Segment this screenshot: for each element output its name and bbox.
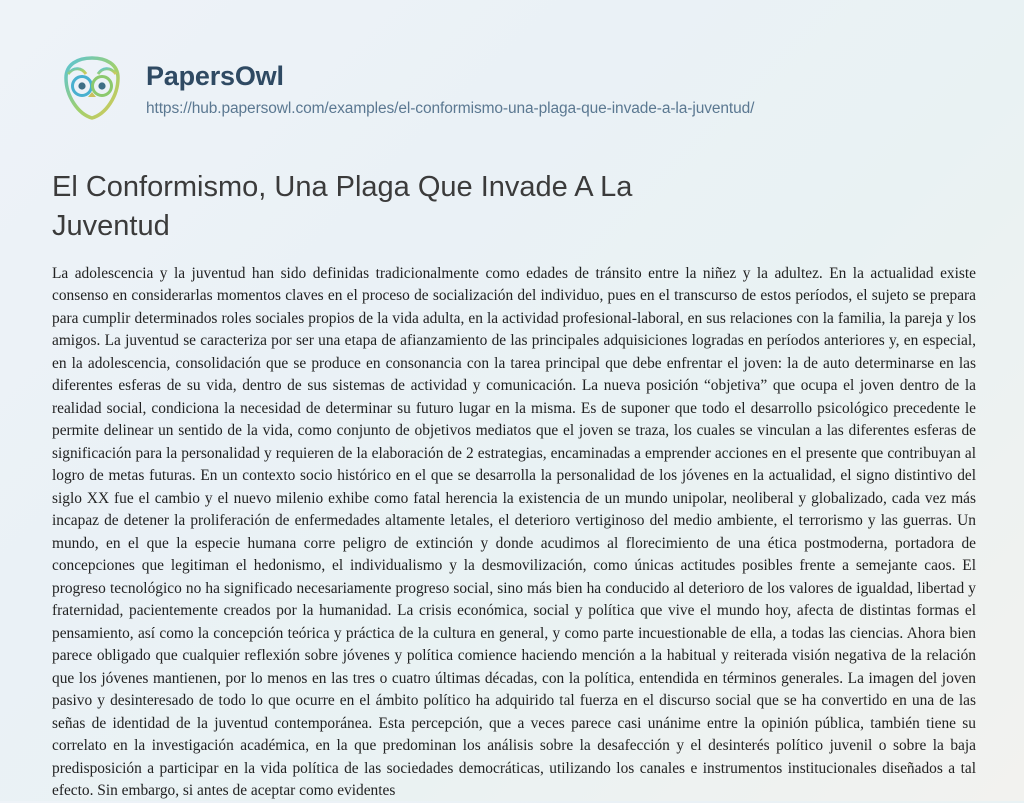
- document-body-text: La adolescencia y la juventud han sido definidas tradicionalmente como edades de tránsito entre la niñez y la adultez. En la actualidad existe consenso en considerarlas momentos claves en el proceso de socialización del individuo, pues en el transcurso de estos períodos, el sujeto se prepara para cumplir determinados roles sociales propios de la vida adulta, en la actividad profesional-laboral, en sus relaciones con la familia, la pareja y los amigos. La juventud se caracteriza por ser una etapa de afianzamiento de las principales adquisiciones logradas en períodos anteriores y, en especial, en la adolescencia, consolidación que se produce en consonancia con la tarea principal que debe enfrentar el joven: la de auto determinarse en las diferentes esferas de su vida, dentro de sus sistemas de actividad y comunicación. La nueva posición “objetiva” que ocupa el joven dentro de la realidad social, condiciona la necesidad de determinar su futuro lugar en la misma. Es de suponer que todo el desarrollo psicológico precedente le permite delinear un sentido de la vida, como conjunto de objetivos mediatos que el joven se traza, los cuales se vinculan a las diferentes esferas de significación para la personalidad y requieren de la elaboración de 2 estrategias, encaminadas a emprender acciones en el presente que contribuyan al logro de metas futuras. En un contexto socio histórico en el que se desarrolla la personalidad de los jóvenes en la actualidad, el signo distintivo del siglo XX fue el cambio y el nuevo milenio exhibe como fatal herencia la existencia de un mundo unipolar, neoliberal y globalizado, cada vez más incapaz de detener la proliferación de enfermedades altamente letales, el deterioro vertiginoso del medio ambiente, el terrorismo y las guerras. Un mundo, en el que la especie humana corre peligro de extinción y donde acudimos al florecimiento de una ética postmoderna, portadora de concepciones que legitiman el hedonismo, el individualismo y la desmovilización, como únicas actitudes posibles frente a semejante caos. El progreso tecnológico no ha significado necesariamente progreso social, sino más bien ha conducido al deterioro de los valores de igualdad, libertad y fraternidad, pacientemente creados por la humanidad. La crisis económica, social y política que vive el mundo hoy, afecta de distintas formas el pensamiento, así como la concepción teórica y práctica de la cultura en general, y como parte incuestionable de ella, a todas las ciencias. Ahora bien parece obligado que cualquier reflexión sobre jóvenes y política comience haciendo mención a la habitual y reiterada visión negativa de la relación que los jóvenes mantienen, por lo menos en las tres o cuatro últimas décadas, con la política, entendida en términos generales. La imagen del joven pasivo y desinteresado de todo lo que ocurre en el ámbito político ha adquirido tal fuerza en el discurso social que se ha convertido en una de las señas de identidad de la juventud contemporánea. Esta percepción, que a veces parece casi unánime entre la opinión pública, también tiene su correlato en la investigación académica, en la que predominan los análisis sobre la desafección y el desinterés político juvenil o sobre la baja predisposición a participar en la vida política de las sociedades democráticas, utilizando los canales e instrumentos institucionales diseñados a tal efecto. Sin embargo, si antes de aceptar como evidentes: [52, 264, 976, 800]
- source-url[interactable]: https://hub.papersowl.com/examples/el-conformismo-una-plaga-que-invade-a-la-juventud/: [146, 100, 755, 118]
- brand-block: [146, 58, 754, 119]
- site-header: [48, 0, 976, 124]
- page-title: El Conformismo, Una Plaga Que Invade A La Juventud: [52, 171, 633, 243]
- owl-logo-icon: [56, 52, 128, 124]
- brand-name: PapersOwl: [146, 60, 284, 91]
